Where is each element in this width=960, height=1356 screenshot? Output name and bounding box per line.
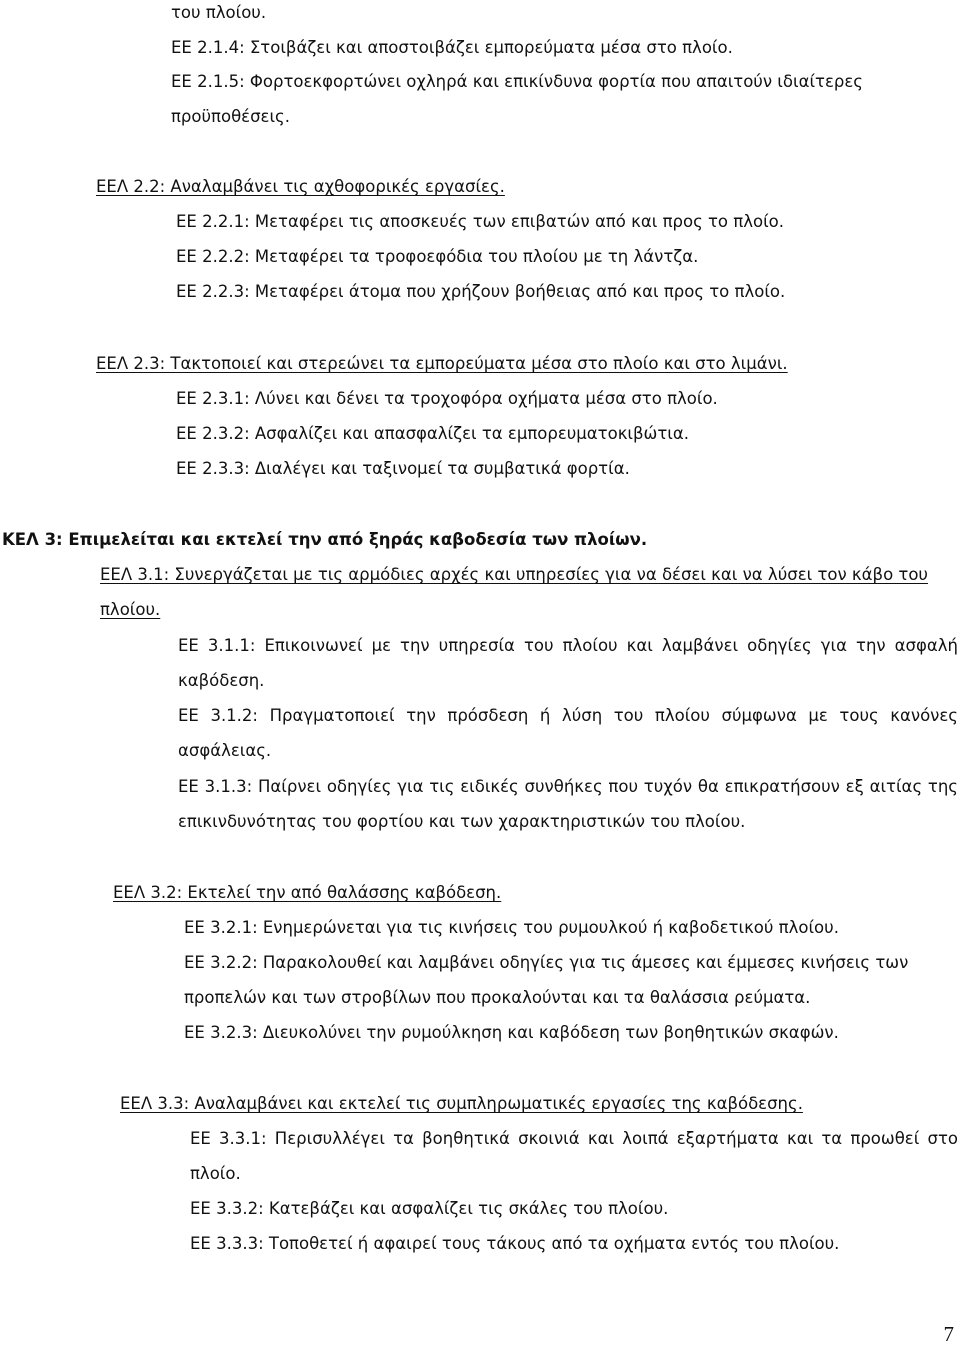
text-line: καβόδεση.: [178, 671, 265, 690]
text-line: πλοίο.: [190, 1164, 241, 1183]
text-line: επικινδυνότητας του φορτίου και των χαρακτηριστικών του πλοίου.: [178, 812, 746, 831]
eel-2-3-heading: ΕΕΛ 2.3: Τακτοποιεί και στερεώνει τα εμπορεύματα μέσα στο πλοίο και στο λιμάνι.: [96, 354, 788, 373]
ee-3-2-1: ΕΕ 3.2.1: Ενημερώνεται για τις κινήσεις του ρυμουλκού ή καβοδετικού πλοίου.: [184, 918, 839, 937]
text-line: ασφάλειας.: [178, 741, 272, 760]
page-number: 7: [943, 1322, 954, 1346]
eel-3-3-heading: ΕΕΛ 3.3: Αναλαμβάνει και εκτελεί τις συμπληρωματικές εργασίες της καβόδεσης.: [120, 1094, 803, 1113]
ee-2-3-2: ΕΕ 2.3.2: Ασφαλίζει και απασφαλίζει τα εμπορευματοκιβώτια.: [176, 424, 689, 443]
ee-2-3-3: ΕΕ 2.3.3: Διαλέγει και ταξινομεί τα συμβατικά φορτία.: [176, 459, 630, 478]
ee-2-2-3: ΕΕ 2.2.3: Μεταφέρει άτομα που χρήζουν βοήθειας από και προς το πλοίο.: [176, 282, 786, 301]
ee-2-2-1: ΕΕ 2.2.1: Μεταφέρει τις αποσκευές των επιβατών από και προς το πλοίο.: [176, 212, 784, 231]
ee-2-3-1: ΕΕ 2.3.1: Λύνει και δένει τα τροχοφόρα οχήματα μέσα στο πλοίο.: [176, 389, 718, 408]
ee-3-2-3: ΕΕ 3.2.3: Διευκολύνει την ρυμούλκηση και καβόδεση των βοηθητικών σκαφών.: [184, 1023, 839, 1042]
text-line: προπελών και των στροβίλων που προκαλούνται και τα θαλάσσια ρεύματα.: [184, 988, 811, 1007]
eel-2-2-heading: ΕΕΛ 2.2: Αναλαμβάνει τις αχθοφορικές εργασίες.: [96, 177, 505, 196]
ee-3-2-2: ΕΕ 3.2.2: Παρακολουθεί και λαμβάνει οδηγίες για τις άμεσες και έμμεσες κινήσεις των: [184, 953, 909, 972]
ee-3-3-3: ΕΕ 3.3.3: Τοποθετεί ή αφαιρεί τους τάκους από τα οχήματα εντός του πλοίου.: [190, 1234, 840, 1253]
ee-3-1-2: ΕΕ 3.1.2: Πραγματοποιεί την πρόσδεση ή λύση του πλοίου σύμφωνα με τους κανόνες: [178, 706, 958, 725]
ee-3-3-1: ΕΕ 3.3.1: Περισυλλέγει τα βοηθητικά σκοινιά και λοιπά εξαρτήματα και τα προωθεί στο: [190, 1129, 958, 1148]
ee-2-1-4: ΕΕ 2.1.4: Στοιβάζει και αποστοιβάζει εμπορεύματα μέσα στο πλοίο.: [171, 38, 733, 57]
ee-2-2-2: ΕΕ 2.2.2: Μεταφέρει τα τροφοεφόδια του πλοίου με τη λάντζα.: [176, 247, 699, 266]
ee-3-1-1: ΕΕ 3.1.1: Επικοινωνεί με την υπηρεσία του πλοίου και λαμβάνει οδηγίες για την ασφαλή: [178, 636, 958, 655]
ee-3-3-2: ΕΕ 3.3.2: Κατεβάζει και ασφαλίζει τις σκάλες του πλοίου.: [190, 1199, 669, 1218]
ee-3-1-3: ΕΕ 3.1.3: Παίρνει οδηγίες για τις ειδικές συνθήκες που τυχόν θα επικρατήσουν εξ αιτίας της: [178, 777, 958, 796]
text-line: πλοίου.: [100, 600, 161, 619]
eel-3-2-heading: ΕΕΛ 3.2: Εκτελεί την από θαλάσσης καβόδεση.: [113, 883, 502, 902]
text-line: του πλοίου.: [171, 3, 267, 22]
kel-3-heading: ΚΕΛ 3: Επιμελείται και εκτελεί την από ξηράς καβοδεσία των πλοίων.: [2, 530, 648, 549]
ee-2-1-5: ΕΕ 2.1.5: Φορτοεκφορτώνει οχληρά και επικίνδυνα φορτία που απαιτούν ιδιαίτερες: [171, 72, 863, 91]
text-line: προϋποθέσεις.: [171, 107, 290, 126]
eel-3-1-heading: ΕΕΛ 3.1: Συνεργάζεται με τις αρμόδιες αρχές και υπηρεσίες για να δέσει και να λύσει τον κάβο του: [100, 565, 928, 584]
